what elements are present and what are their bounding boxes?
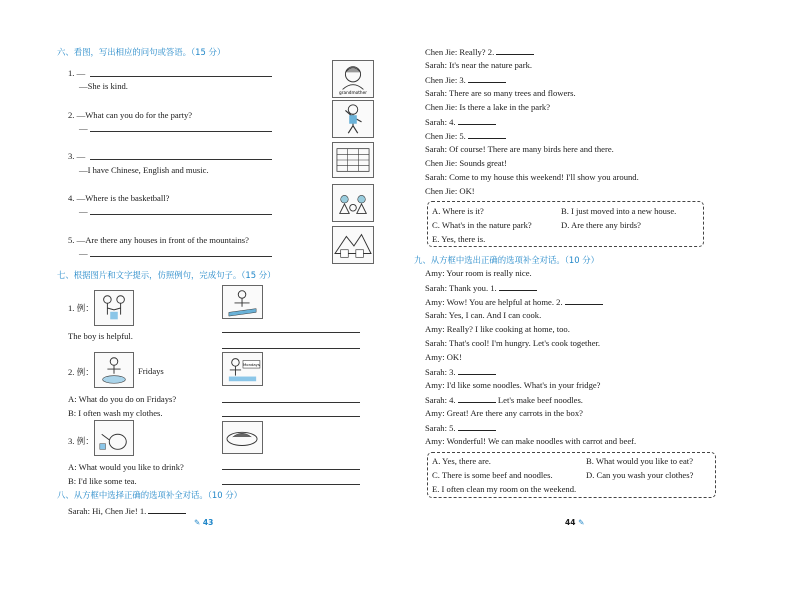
- s9-option-e: E. I often clean my room on the weekend.: [432, 484, 577, 494]
- s7-ex3-label: 3. 例：: [68, 436, 94, 446]
- blank-2[interactable]: [496, 46, 534, 55]
- s6-q1: 1. —: [68, 68, 86, 78]
- mountains-houses-picture: [332, 226, 374, 264]
- s9-option-a: A. Yes, there are.: [432, 456, 491, 466]
- answer-line[interactable]: [222, 416, 360, 417]
- basketball-picture: [332, 184, 374, 222]
- dialog-line: Chen Jie: 5.: [425, 130, 506, 141]
- dialog-line: Sarah: 4. Let's make beef noodles.: [425, 395, 583, 405]
- s8-option-c: C. What's in the nature park?: [432, 220, 532, 230]
- s7-picture-1: [222, 285, 263, 319]
- section-9-title: 九、从方框中选出正确的选项补全对话。（10 分）: [414, 255, 599, 265]
- page-43: 43: [202, 518, 214, 527]
- dialog-line: Sarah: That's cool! I'm hungry. Let's cook together.: [425, 338, 601, 348]
- s6-q2: 2. —What can you do for the party?: [68, 110, 193, 120]
- dialog-line: Amy: Wow! You are helpful at home. 2.: [425, 296, 603, 307]
- blank-3[interactable]: [468, 74, 506, 83]
- party-boy-picture: [332, 100, 374, 138]
- blank-9-5[interactable]: [458, 422, 496, 431]
- s6-q5: 5. —Are there any houses in front of the mountains?: [68, 235, 249, 245]
- answer-line[interactable]: [222, 484, 360, 485]
- dialog-line: Amy: Wonderful! We can make noodles with carrot and beef.: [425, 436, 637, 446]
- dialog-line: Sarah: Thank you. 1.: [425, 282, 537, 293]
- blank-4[interactable]: [458, 116, 496, 125]
- answer-line[interactable]: [222, 402, 360, 403]
- s8-option-d: D. Are there any birds?: [561, 220, 641, 230]
- mondays-picture: [222, 352, 263, 386]
- dialog-line: Sarah: Of course! There are many birds here and there.: [425, 144, 614, 154]
- s9-option-c: C. There is some beef and noodles.: [432, 470, 553, 480]
- s7-ex2-q: A: What do you do on Fridays?: [68, 394, 177, 404]
- s8-option-e: E. Yes, there is.: [432, 234, 486, 244]
- s8-option-a: A. Where is it?: [432, 206, 484, 216]
- dialog-line: Amy: OK!: [425, 352, 462, 362]
- answer-line[interactable]: [90, 76, 272, 77]
- s6-a2: —: [79, 123, 88, 133]
- dialog-line: Amy: Really? I like cooking at home, too.: [425, 324, 570, 334]
- answer-line[interactable]: [90, 159, 272, 160]
- blank-9-2[interactable]: [565, 296, 603, 305]
- s6-q4: 4. —Where is the basketball?: [68, 193, 170, 203]
- dialog-line: Chen Jie: 3.: [425, 74, 506, 85]
- s6-a1: —She is kind.: [79, 81, 128, 91]
- dialog-line: Amy: Great! Are there any carrots in the box?: [425, 408, 583, 418]
- blank-9-4[interactable]: [458, 394, 496, 403]
- blank-5[interactable]: [468, 130, 506, 139]
- s6-a4: —: [79, 206, 88, 216]
- s7-ex3-q: A: What would you like to drink?: [68, 462, 184, 472]
- s8-option-b: B. I just moved into a new house.: [561, 206, 677, 216]
- blank-1[interactable]: [148, 505, 186, 514]
- dialog-line: Chen Jie: Sounds great!: [425, 158, 507, 168]
- s8-first-line: Sarah: Hi, Chen Jie! 1.: [68, 505, 186, 516]
- s6-a5: —: [79, 248, 88, 258]
- timetable-picture: [332, 142, 374, 178]
- s6-a3: —I have Chinese, English and music.: [79, 165, 209, 175]
- helpful-boy-picture: [94, 290, 134, 326]
- answer-line[interactable]: [222, 469, 360, 470]
- grandmother-label: grandmother: [339, 91, 367, 97]
- dialog-line: Sarah: 4.: [425, 116, 496, 127]
- s6-q3: 3. —: [68, 151, 86, 161]
- mondays-label: Mondays: [243, 363, 260, 368]
- page-number-left: ✎ 43: [194, 518, 214, 527]
- s7-ex1-label: 1. 例：: [68, 303, 94, 313]
- s7-ex1-text: The boy is helpful.: [68, 331, 133, 341]
- dialog-line: Sarah: There are so many trees and flowers.: [425, 88, 576, 98]
- answer-line[interactable]: [90, 214, 272, 215]
- s7-ex2-a: B: I often wash my clothes.: [68, 408, 163, 418]
- washing-clothes-picture: [94, 352, 134, 388]
- answer-line[interactable]: [90, 256, 272, 257]
- answer-line[interactable]: [222, 332, 360, 333]
- dialog-line: Chen Jie: OK!: [425, 186, 475, 196]
- answer-line[interactable]: [222, 348, 360, 349]
- tea-kettle-picture: [94, 420, 134, 456]
- section-8-title: 八、从方框中选择正确的选项补全对话。（10 分）: [57, 490, 242, 500]
- food-plate-picture: [222, 421, 263, 454]
- s9-option-d: D. Can you wash your clothes?: [586, 470, 694, 480]
- answer-line[interactable]: [90, 131, 272, 132]
- blank-9-1[interactable]: [499, 282, 537, 291]
- dialog-line: Sarah: Yes, I can. And I can cook.: [425, 310, 542, 320]
- section-7-title: 七、根据图片和文字提示，仿照例句，完成句子。（15 分）: [57, 270, 276, 280]
- dialog-line: Chen Jie: Really? 2.: [425, 46, 534, 57]
- dialog-line: Sarah: 3.: [425, 366, 496, 377]
- s7-ex2-word: Fridays: [138, 366, 164, 376]
- dialog-line: Sarah: It's near the nature park.: [425, 60, 533, 70]
- page-number-right: 44 ✎: [565, 518, 585, 527]
- dialog-line: Amy: I'd like some noodles. What's in your fridge?: [425, 380, 601, 390]
- s9-option-b: B. What would you like to eat?: [586, 456, 694, 466]
- blank-9-3[interactable]: [458, 366, 496, 375]
- section-6-title: 六、看图，写出相应的问句或答语。（15 分）: [57, 47, 226, 57]
- page-44: 44: [565, 518, 576, 527]
- s7-ex3-a: B: I'd like some tea.: [68, 476, 137, 486]
- s7-ex2-label: 2. 例：: [68, 367, 94, 377]
- dialog-line: Sarah: 5.: [425, 422, 496, 433]
- dialog-line: Chen Jie: Is there a lake in the park?: [425, 102, 551, 112]
- dialog-line: Sarah: Come to my house this weekend! I'll show you around.: [425, 172, 639, 182]
- dialog-line: Amy: Your room is really nice.: [425, 268, 532, 278]
- grandmother-picture: [332, 60, 374, 98]
